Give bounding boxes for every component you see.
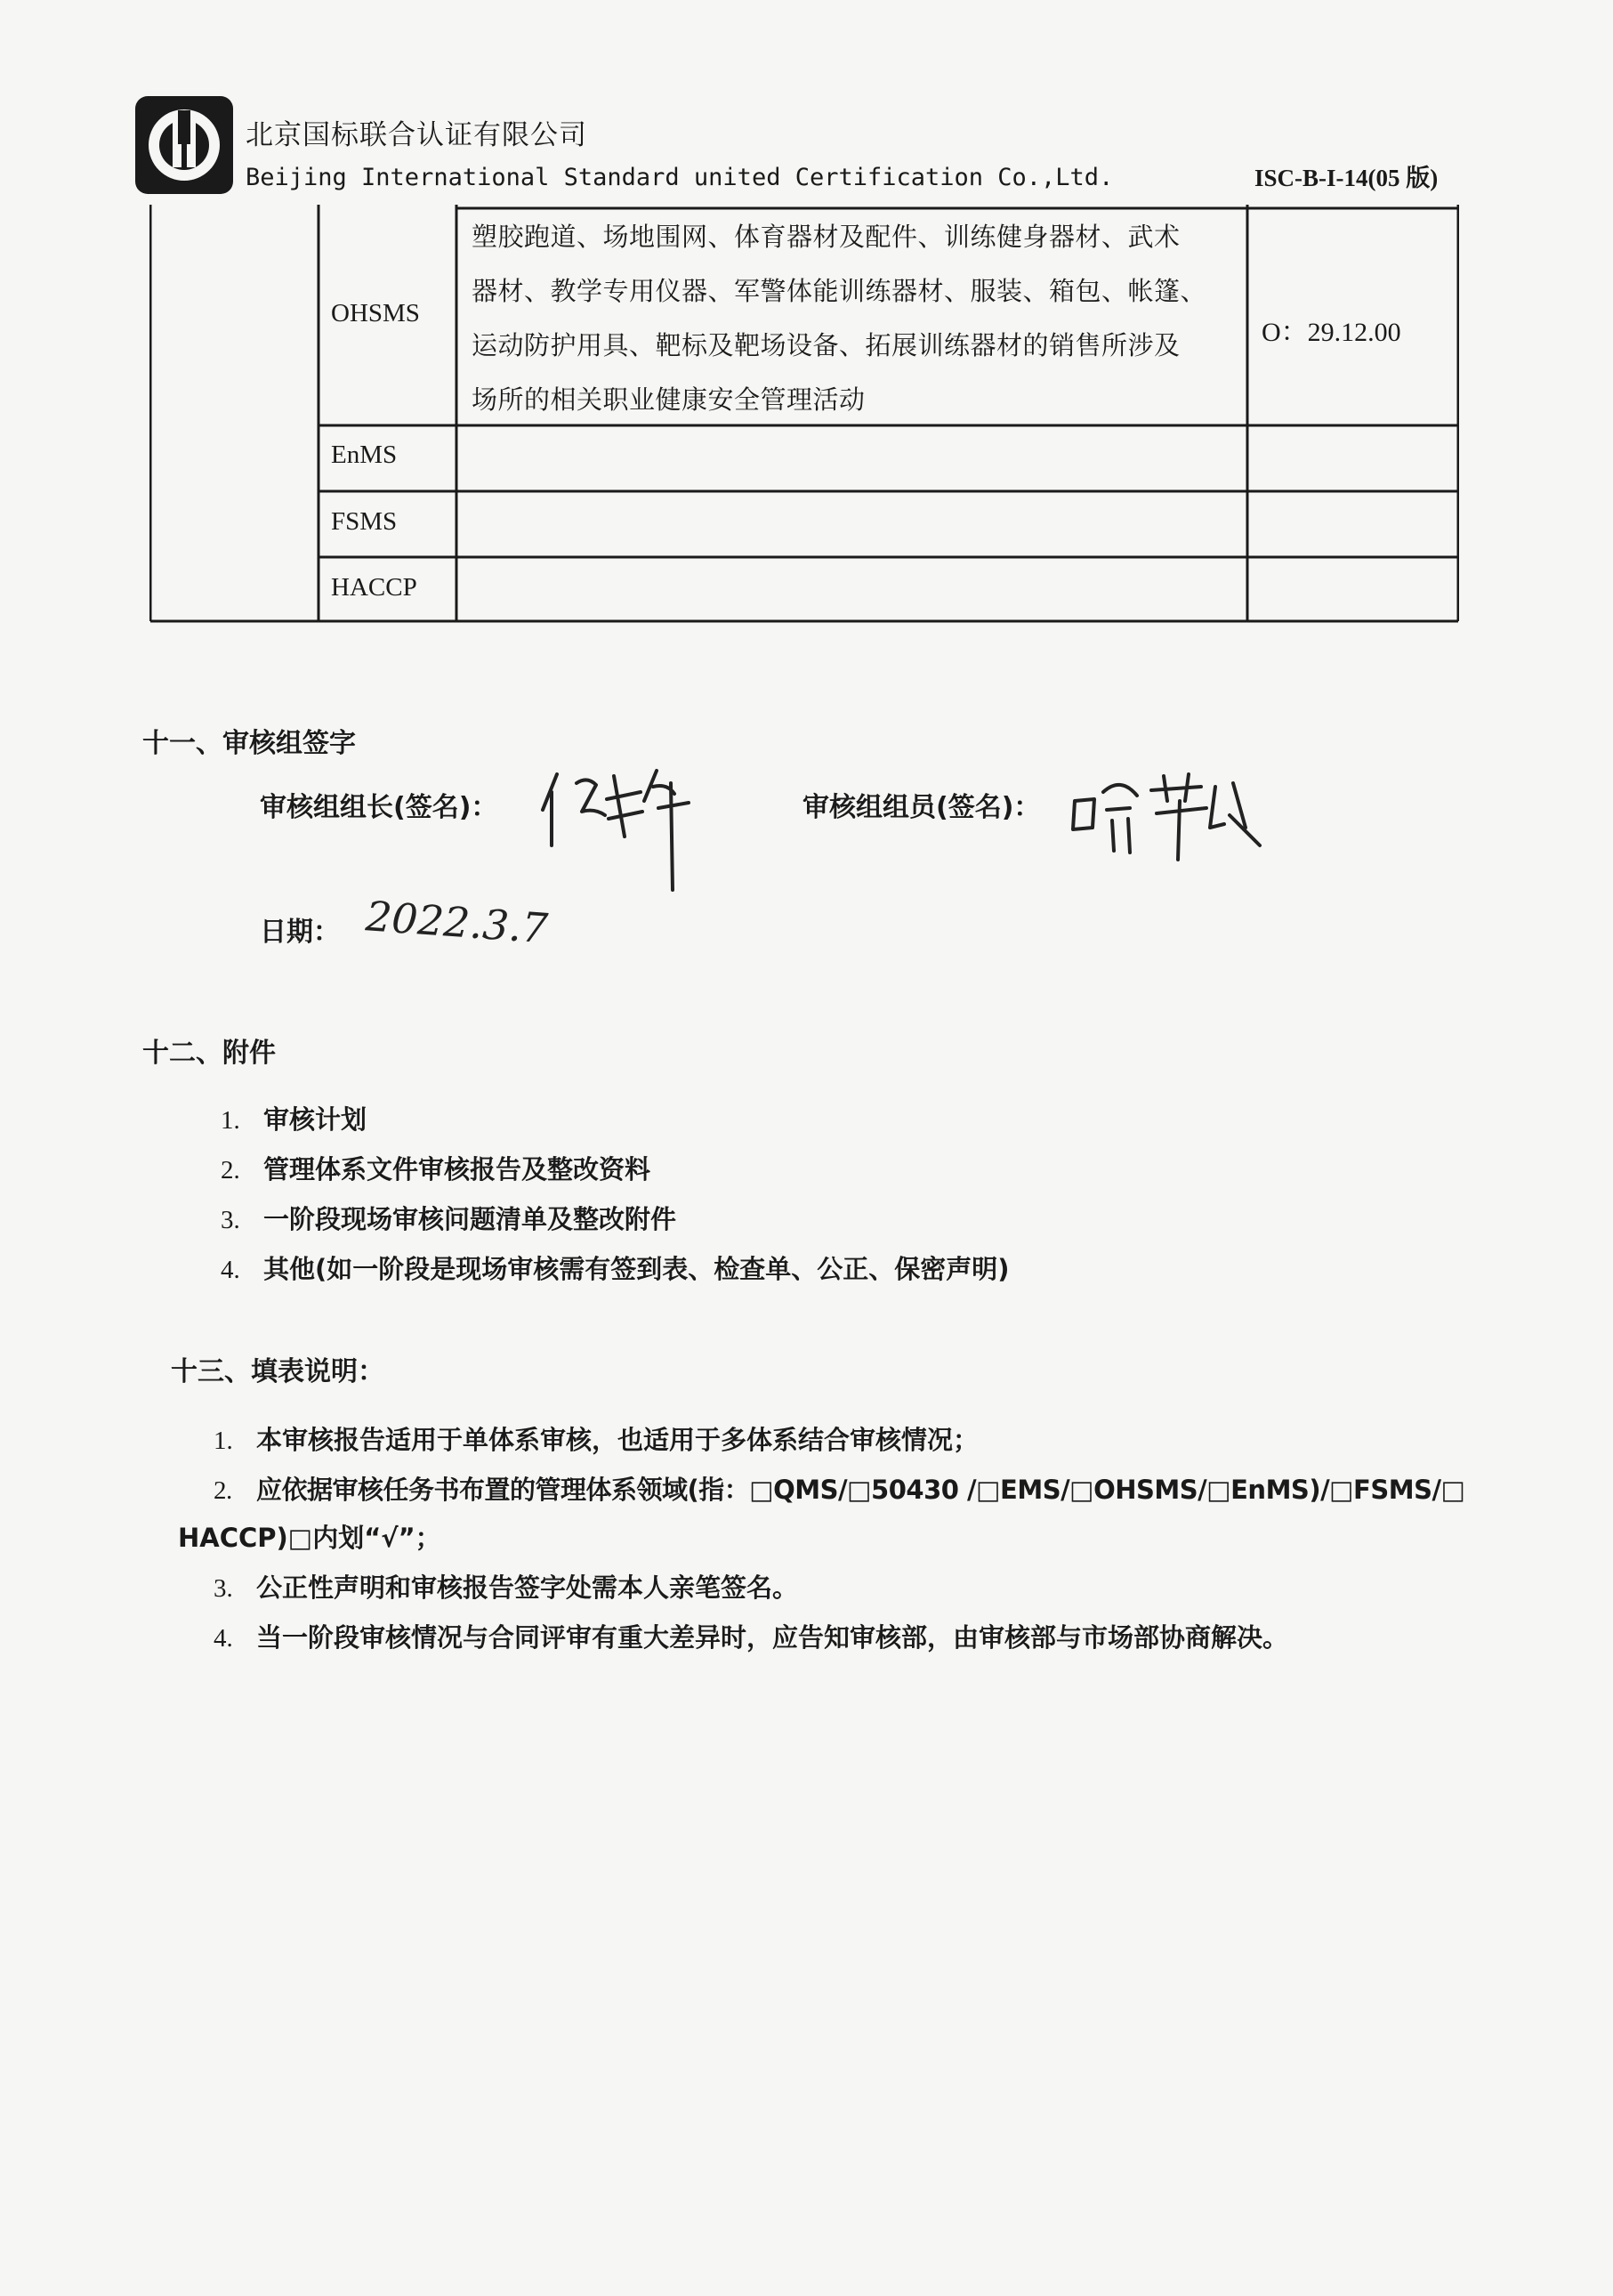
date-label: 日期： [260,917,340,948]
system-label-haccp: HACCP [331,573,417,602]
system-label-fsms: FSMS [331,507,398,536]
instruction-item: 4. 当一阶段审核情况与合同评审有重大差异时，应告知审核部，由审核部与市场部协商解决。 [214,1622,1289,1653]
form-code: ISC-B-I-14(05 版) [1254,165,1439,191]
instruction-item-continued: HACCP)□内划“√”； [178,1523,441,1553]
company-name-en: Beijing International Standard united Certification Co.,Ltd. [246,164,1114,191]
scope-line-4: 场所的相关职业健康安全管理活动 [472,384,866,415]
svg-text:2022.3.7: 2022.3.7 [364,892,550,953]
scope-line-1: 塑胶跑道、场地围网、体育器材及配件、训练健身器材、武术 [472,222,1181,252]
section-12-title: 十二、附件 [142,1038,276,1069]
section-13-title: 十三、填表说明： [171,1356,384,1387]
system-label-ohsms: OHSMS [331,299,420,327]
instruction-item: 2. 应依据审核任务书布置的管理体系领域(指：□QMS/□50430 /□EMS/□OHSMS/□EnMS)/□FSMS/□ [214,1475,1465,1505]
scope-table-grid [149,205,1459,625]
instruction-item: 1. 本审核报告适用于单体系审核，也适用于多体系结合审核情况； [214,1425,980,1455]
scope-line-3: 运动防护用具、靶标及靶场设备、拓展训练器材的销售所涉及 [472,330,1181,360]
attachment-item: 2. 管理体系文件审核报告及整改资料 [221,1154,651,1184]
instruction-item: 3. 公正性声明和审核报告签字处需本人亲笔签名。 [214,1572,799,1603]
scope-line-2: 器材、教学专用仪器、军警体能训练器材、服装、箱包、帐篷、 [472,276,1207,306]
company-logo-icon [132,93,237,198]
section-11-title: 十一、审核组签字 [142,728,356,759]
system-label-enms: EnMS [331,441,398,469]
company-name-cn: 北京国标联合认证有限公司 [246,119,587,151]
member-signature [1068,765,1263,872]
attachment-item: 3. 一阶段现场审核问题清单及整改附件 [221,1204,677,1234]
member-signature-label: 审核组组员(签名)： [802,792,1041,823]
ohsms-code: O：29.12.00 [1262,318,1401,347]
leader-signature [532,756,701,899]
attachment-item: 1. 审核计划 [221,1104,367,1135]
leader-signature-label: 审核组组长(签名)： [260,792,498,823]
signed-date [363,890,559,997]
attachment-item: 4. 其他(如一阶段是现场审核需有签到表、检查单、公正、保密声明) [221,1254,1010,1284]
